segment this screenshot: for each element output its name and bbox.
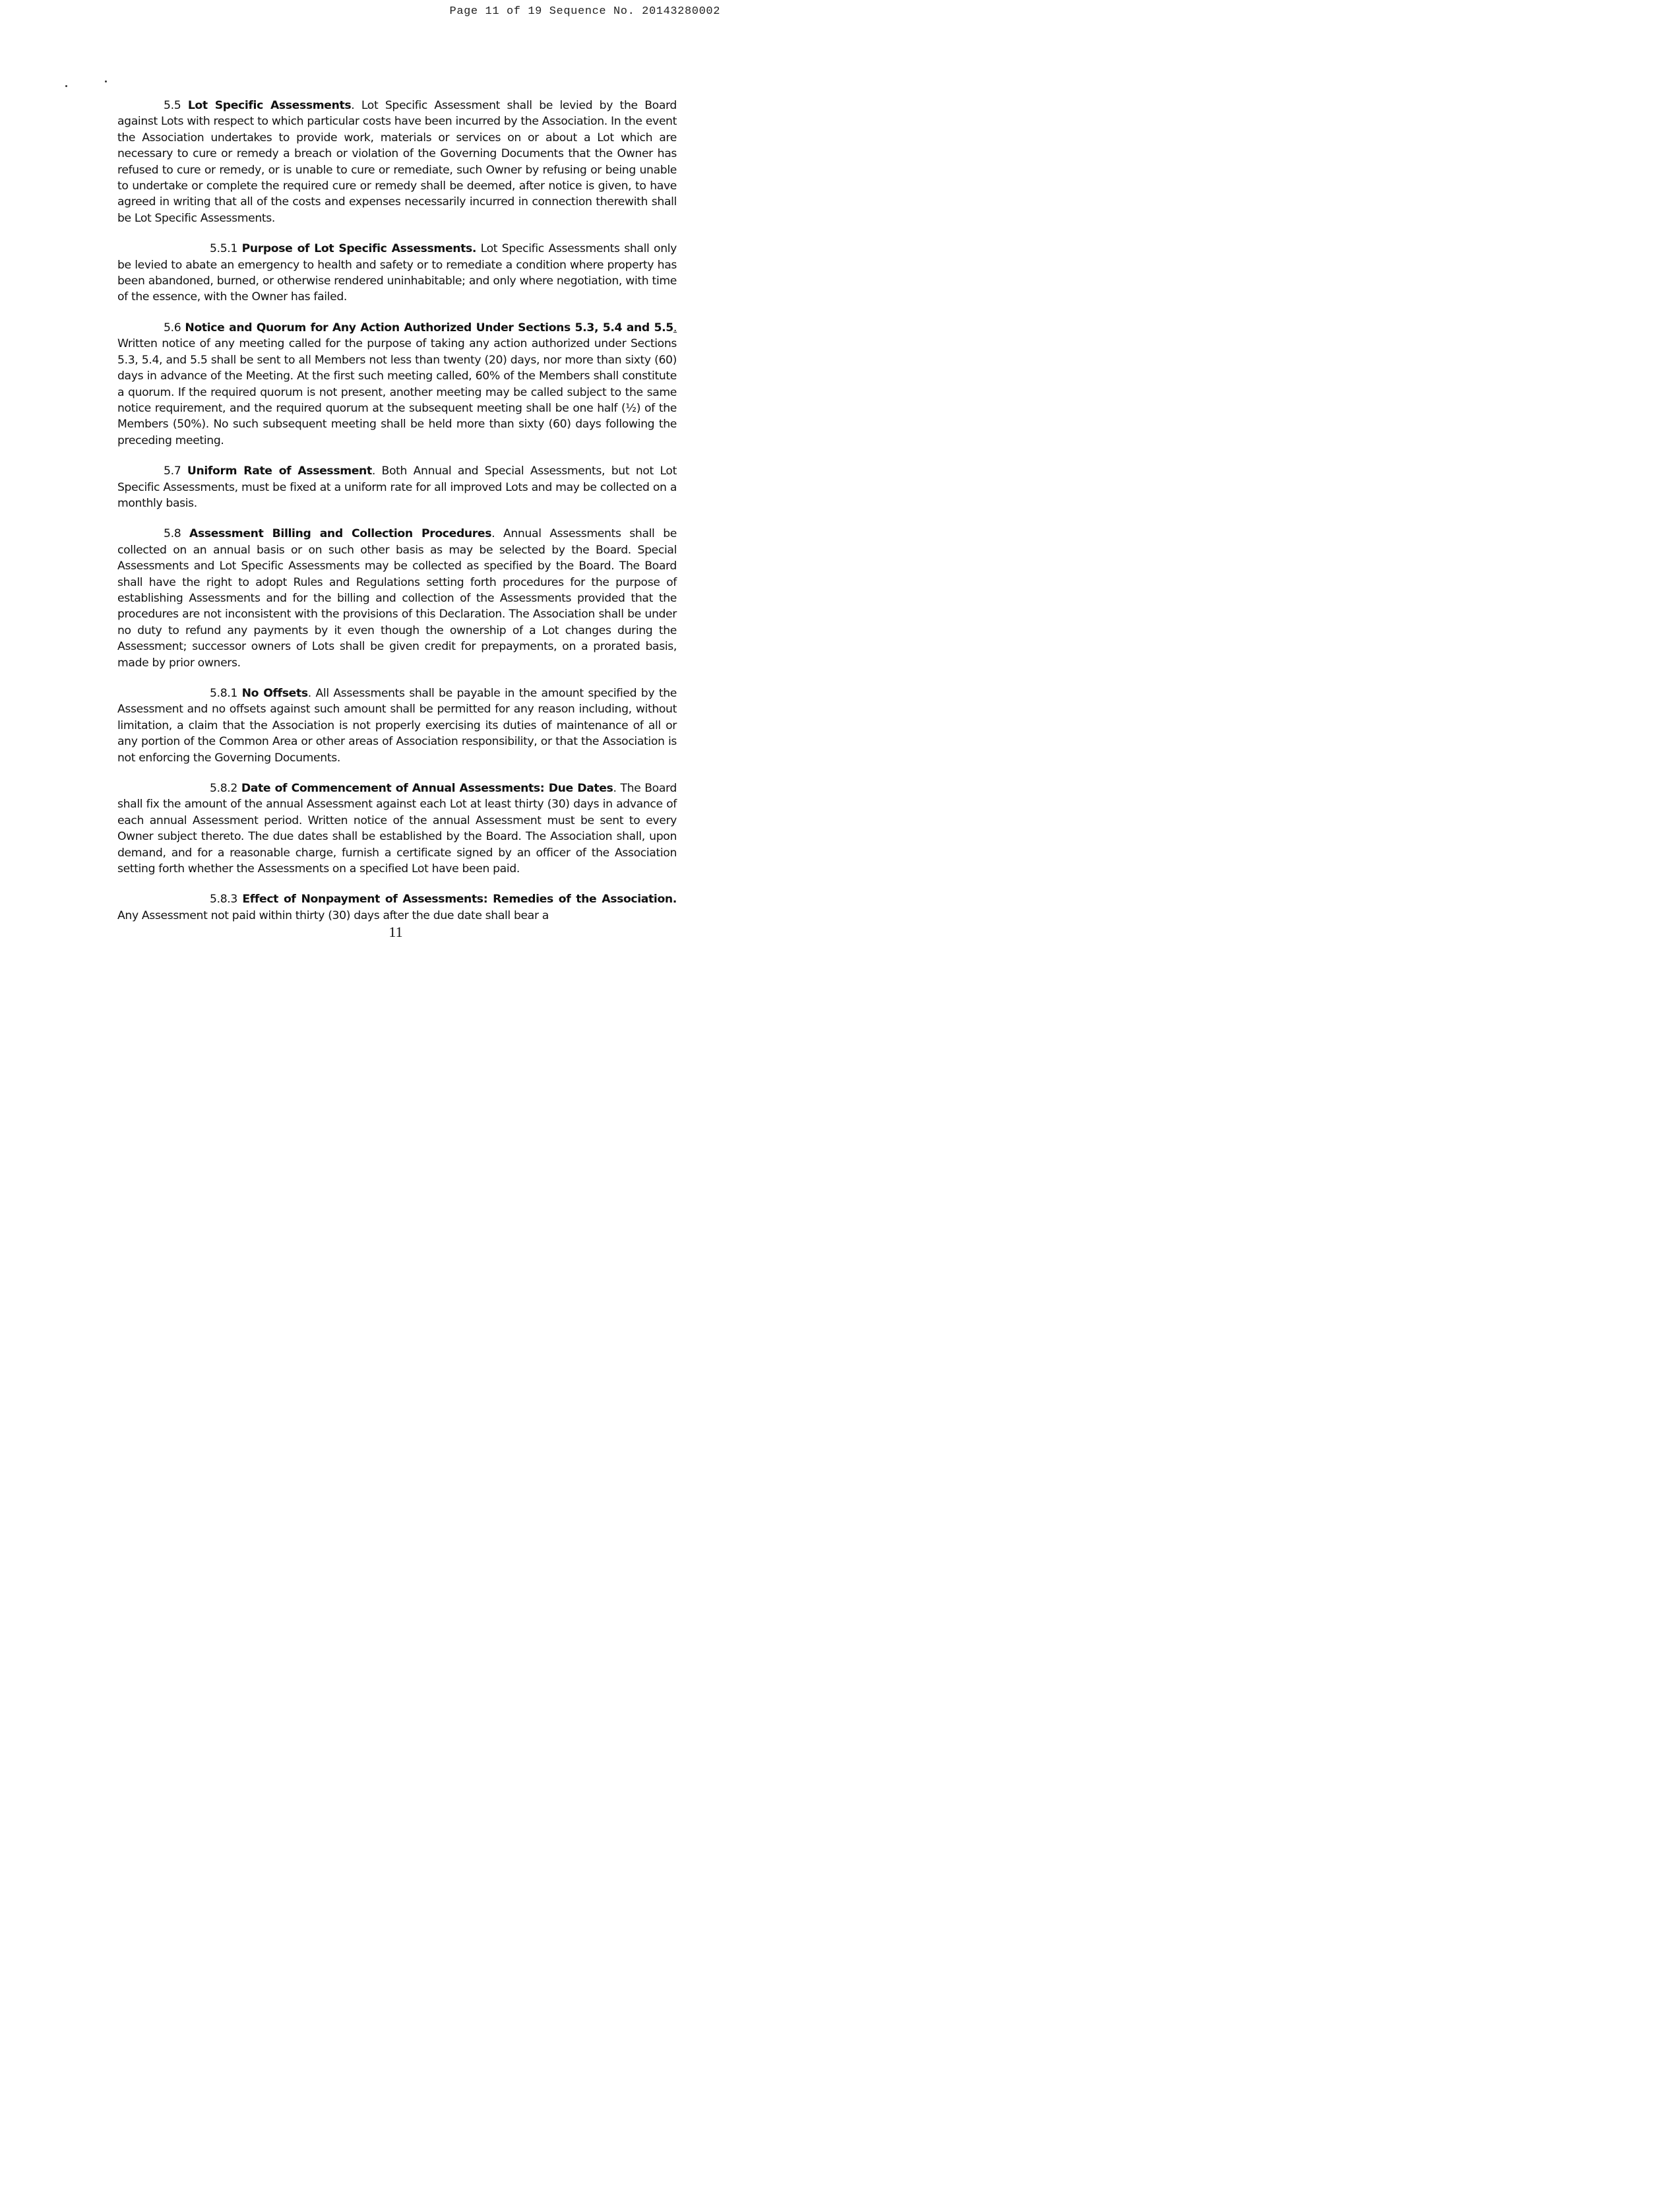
heading-punctuation: . [491, 527, 495, 541]
section-number: 5.8 [164, 527, 181, 541]
section-number: 5.6 [164, 321, 181, 334]
section-heading: Assessment Billing and Collection Procedures [189, 527, 492, 541]
section-text: Any Assessment not paid within thirty (30) days after the due date shall bear a [117, 908, 549, 922]
heading-punctuation: . [371, 464, 375, 478]
heading-punctuation: . [351, 99, 355, 112]
section-heading: Lot Specific Assessments [187, 99, 352, 112]
section-heading: No Offsets [241, 687, 308, 700]
section-number: 5.7 [164, 464, 181, 478]
section-text: Annual Assessments shall be collected on an annual basis or on such other basis as may be selected by the Board. Special Assessments and Lot Specific Assessments may be collected as specified by the Board. The Board shall have the right to adopt Rules and Regulations setting forth procedures for the purpose of establishing Assessments and for the billing and collection of the Assessments provided that the procedures are not inconsistent with the provisions of this Declaration. The Association shall be under no duty to refund any payments by it even though the ownership of a Lot changes during the Assessment; successor owners of Lots shall be given credit for prepayments, on a prorated basis, made by prior owners. [117, 527, 677, 670]
section-number: 5.8.1 [210, 687, 237, 700]
section-number: 5.5.1 [210, 242, 237, 256]
section-5-5 [117, 98, 677, 226]
section-text: Both Annual and Special Assessments, but not Lot Specific Assessments, must be fixed at a uniform rate for all improved Lots and may be collected on a monthly basis. [117, 464, 677, 510]
section-text: Lot Specific Assessments shall only be levied to abate an emergency to health and safety or to remediate a condition where property has been abandoned, burned, or otherwise rendered uninhabitable; and only where negotiation, with time of the essence, with the Owner has failed. [117, 242, 677, 304]
heading-punctuation: . [673, 321, 677, 334]
heading-punctuation: . [307, 687, 311, 700]
section-number: 5.8.2 [210, 782, 237, 796]
scan-speck [105, 80, 107, 82]
section-5-8 [117, 526, 677, 671]
section-text: All Assessments shall be payable in the amount specified by the Assessment and no offsets against such amount shall be permitted for any reason including, without limitation, a claim that the Association is not properly exercising its duties of maintenance of all or any portion of the Common Area or other areas of Association responsibility, or that the Association is not enforcing the Governing Documents. [117, 687, 677, 765]
scan-speck [65, 85, 67, 87]
page-sequence-header: Page 11 of 19 Sequence No. 20143280002 [449, 5, 720, 18]
section-5-7 [117, 463, 677, 511]
section-text: Lot Specific Assessment shall be levied by the Board against Lots with respect to which particular costs have been incurred by the Association. In the event the Association undertakes to provide work, materials or services on or about a Lot which are necessary to cure or remedy a breach or violation of the Governing Documents that the Owner has refused to cure or remedy, or is unable to cure or remediate, such Owner by refusing or being unable to undertake or complete the required cure or remedy shall be deemed, after notice is given, to have agreed in writing that all of the costs and expenses necessarily incurred in connection therewith shall be Lot Specific Assessments. [117, 99, 677, 225]
section-text: Written notice of any meeting called for the purpose of taking any action authorized under Sections 5.3, 5.4, and 5.5 shall be sent to all Members not less than twenty (20) days, nor more than sixty (60) days in advance of the Meeting. At the first such meeting called, 60% of the Members shall constitute a quorum. If the required quorum is not present, another meeting may be called subject to the same notice requirement, and the required quorum at the subsequent meeting shall be one half (½) of the Members (50%). No such subsequent meeting shall be held more than sixty (60) days following the preceding meeting. [117, 337, 677, 447]
section-text: The Board shall fix the amount of the annual Assessment against each Lot at least thirty (30) days in advance of each annual Assessment period. Written notice of the annual Assessment must be sent to every Owner subject thereto. The due dates shall be established by the Board. The Association shall, upon demand, and for a reasonable charge, furnish a certificate signed by an officer of the Association setting forth whether the Assessments on a specified Lot have been paid. [117, 782, 677, 876]
section-heading: Effect of Nonpayment of Assessments: Remedies of the Association. [242, 893, 677, 906]
heading-punctuation: . [613, 782, 617, 796]
section-heading: Date of Commencement of Annual Assessments: Due Dates [241, 782, 613, 796]
section-5-8-2 [117, 780, 677, 877]
section-number: 5.5 [164, 99, 181, 112]
section-5-6 [117, 320, 677, 449]
section-heading: Notice and Quorum for Any Action Authorized Under Sections 5.3, 5.4 and 5.5 [185, 321, 673, 334]
section-5-5-1 [117, 241, 677, 305]
section-5-8-3 [117, 891, 677, 924]
section-number: 5.8.3 [210, 893, 237, 906]
page-number: 11 [389, 924, 403, 940]
document-body [117, 98, 677, 938]
section-5-8-1 [117, 685, 677, 766]
section-heading: Uniform Rate of Assessment [187, 464, 372, 478]
section-heading: Purpose of Lot Specific Assessments. [241, 242, 477, 256]
